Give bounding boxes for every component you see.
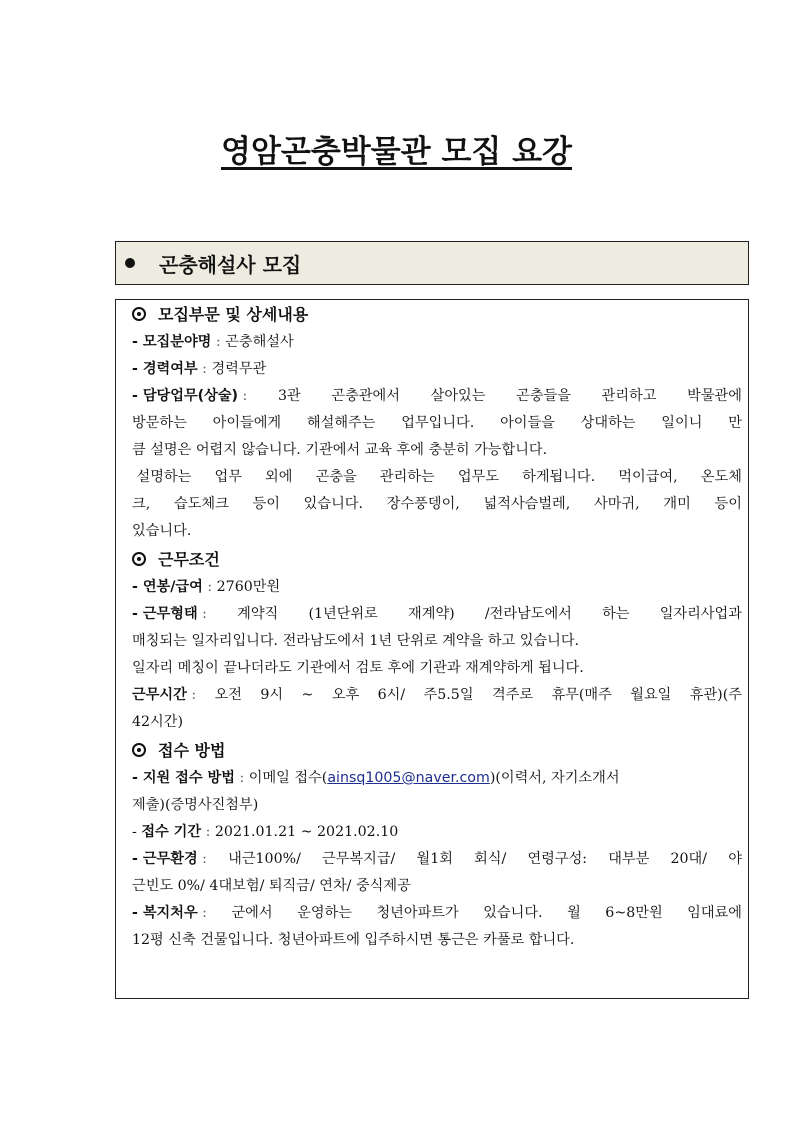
- word: 월1회: [416, 851, 453, 867]
- word: 살아있는: [430, 388, 486, 404]
- word: 등이: [252, 496, 280, 512]
- word: 일이니: [661, 415, 703, 431]
- word: ~: [301, 687, 314, 703]
- word: 넓적사슴벌레,: [483, 496, 571, 512]
- word: 휴무(매주: [551, 687, 612, 703]
- type-line-3: 일자리 메칭이 끝나더라도 기관에서 검토 후에 기관과 재계약하게 됩니다.: [132, 660, 584, 676]
- duty-line-1: - 담당업무(상술) : 3관 곤충관에서 살아있는 곤충들을 관리하고 박물관에: [132, 383, 742, 410]
- word: 사마귀,: [594, 496, 640, 512]
- salary-row: - 연봉/급여 : 2760만원: [132, 579, 281, 595]
- env-line-1: - 근무환경 : 내근100%/ 근무복지급/ 월1회 회식/ 연령구성: 대부분 20대/ 야: [132, 846, 742, 873]
- word: 곤충들을: [516, 388, 571, 404]
- word: 아이들을: [500, 415, 555, 431]
- word: 만: [728, 415, 742, 431]
- word: 운영하는: [297, 905, 352, 921]
- word: 주5.5일: [423, 687, 474, 703]
- apply-heading: 접수 방법: [132, 736, 742, 765]
- content-box: [115, 299, 749, 999]
- method-line-1: - 지원 접수 방법 : 이메일 접수(ainsq1005@naver.com)(이력서, 자기소개서: [132, 770, 620, 786]
- welfare-line-2: 12평 신축 건물입니다. 청년아파트에 입주하시면 통근은 카풀로 합니다.: [132, 932, 575, 948]
- career-row: - 경력여부 : 경력무관: [132, 361, 267, 377]
- word: 근무복지급/: [322, 851, 396, 867]
- word: 업무입니다.: [401, 415, 475, 431]
- email-link[interactable]: ainsq1005@naver.com: [327, 770, 490, 786]
- word: 대부분: [608, 851, 650, 867]
- word: 온도체: [700, 469, 742, 485]
- duty-line-2: [132, 410, 742, 437]
- word: (1년단위로: [308, 606, 378, 622]
- word: 청년아파트가: [376, 905, 459, 921]
- word: 오후: [331, 687, 360, 703]
- word: 오전: [214, 687, 242, 703]
- word: 관리하는: [379, 469, 435, 485]
- word: 야: [728, 851, 742, 867]
- word: 곤충관에서: [331, 388, 400, 404]
- word: 월요일: [630, 687, 672, 703]
- word: 업무도: [457, 469, 499, 485]
- word: 재계약): [408, 606, 455, 622]
- field-row: - 모집분야명 : 곤충해설사: [132, 334, 294, 350]
- word: 등이: [714, 496, 742, 512]
- word: 상대하는: [580, 415, 636, 431]
- method-line-2: 제출)(증명사진첨부): [132, 797, 259, 813]
- section-header: [115, 241, 749, 285]
- word: 내근100%/: [228, 851, 301, 867]
- word: 6~8만원: [605, 905, 663, 921]
- word: 회식/: [474, 851, 507, 867]
- word: 장수풍뎅이,: [386, 496, 460, 512]
- hours-line-1: 근무시간 : 오전 9시 ~ 오후 6시/ 주5.5일 격주로 휴무(매주 월요일 휴관)(주: [132, 682, 742, 709]
- word: 설명하는: [132, 469, 192, 485]
- word: 곤충을: [315, 469, 357, 485]
- hours-line-2: 42시간): [132, 714, 183, 730]
- word: 휴관)(주: [689, 687, 742, 703]
- detail-heading: 모집부문 및 상세내용: [132, 300, 742, 329]
- duty-line-3: 큼 설명은 어렵지 않습니다. 기관에서 교육 후에 충분히 가능합니다.: [132, 442, 548, 458]
- word: 군에서: [231, 905, 273, 921]
- word: 6시/: [377, 687, 406, 703]
- word: 계약직: [237, 606, 279, 622]
- duty-line-5: [132, 491, 742, 518]
- word: 습도체크: [173, 496, 229, 512]
- bullet-icon: [125, 258, 135, 268]
- word: 박물관에: [687, 388, 742, 404]
- duty-line-6: 있습니다.: [132, 523, 192, 539]
- word: 하게됩니다.: [522, 469, 596, 485]
- word: 외에: [265, 469, 293, 485]
- word: 있습니다.: [303, 496, 364, 512]
- word: 3관: [278, 388, 301, 404]
- word: 일자리사업과: [659, 606, 742, 622]
- word: 개미: [663, 496, 691, 512]
- word: 해설해주는: [306, 415, 376, 431]
- type-line-2: 매칭되는 일자리입니다. 전라남도에서 1년 단위로 계약을 하고 있습니다.: [132, 633, 580, 649]
- word: 업무: [214, 469, 242, 485]
- word: 월: [567, 905, 581, 921]
- word: 9시: [260, 687, 284, 703]
- word: 아이들에게: [212, 415, 282, 431]
- document-title: 영암곤충박물관 모집 요강: [221, 134, 572, 170]
- word: 연령구성:: [527, 851, 588, 867]
- word: 임대료에: [687, 905, 742, 921]
- word: 있습니다.: [483, 905, 543, 921]
- circle-dot-icon: [132, 743, 146, 757]
- word: /전라남도에서: [484, 606, 572, 622]
- word: 크,: [132, 496, 151, 512]
- env-line-2: 근빈도 0%/ 4대보험/ 퇴직금/ 연차/ 중식제공: [132, 878, 411, 894]
- circle-dot-icon: [132, 307, 146, 321]
- circle-dot-icon: [132, 552, 146, 566]
- word: 20대/: [670, 851, 708, 867]
- duty-line-4: [132, 464, 742, 491]
- section-header-text: 곤충해설사 모집: [159, 252, 302, 277]
- word: 격주로: [491, 687, 534, 703]
- word: 하는: [602, 606, 630, 622]
- period-row: - 접수 기간 : 2021.01.21 ~ 2021.02.10: [132, 824, 399, 840]
- type-line-1: - 근무형태 : 계약직 (1년단위로 재계약) /전라남도에서 하는 일자리사업과: [132, 601, 742, 628]
- word: 먹이급여,: [618, 469, 678, 485]
- conditions-heading: 근무조건: [132, 545, 742, 574]
- word: 방문하는: [132, 415, 187, 431]
- welfare-line-1: - 복지처우 : 군에서 운영하는 청년아파트가 있습니다. 월 6~8만원 임대료에: [132, 900, 742, 927]
- word: 관리하고: [601, 388, 657, 404]
